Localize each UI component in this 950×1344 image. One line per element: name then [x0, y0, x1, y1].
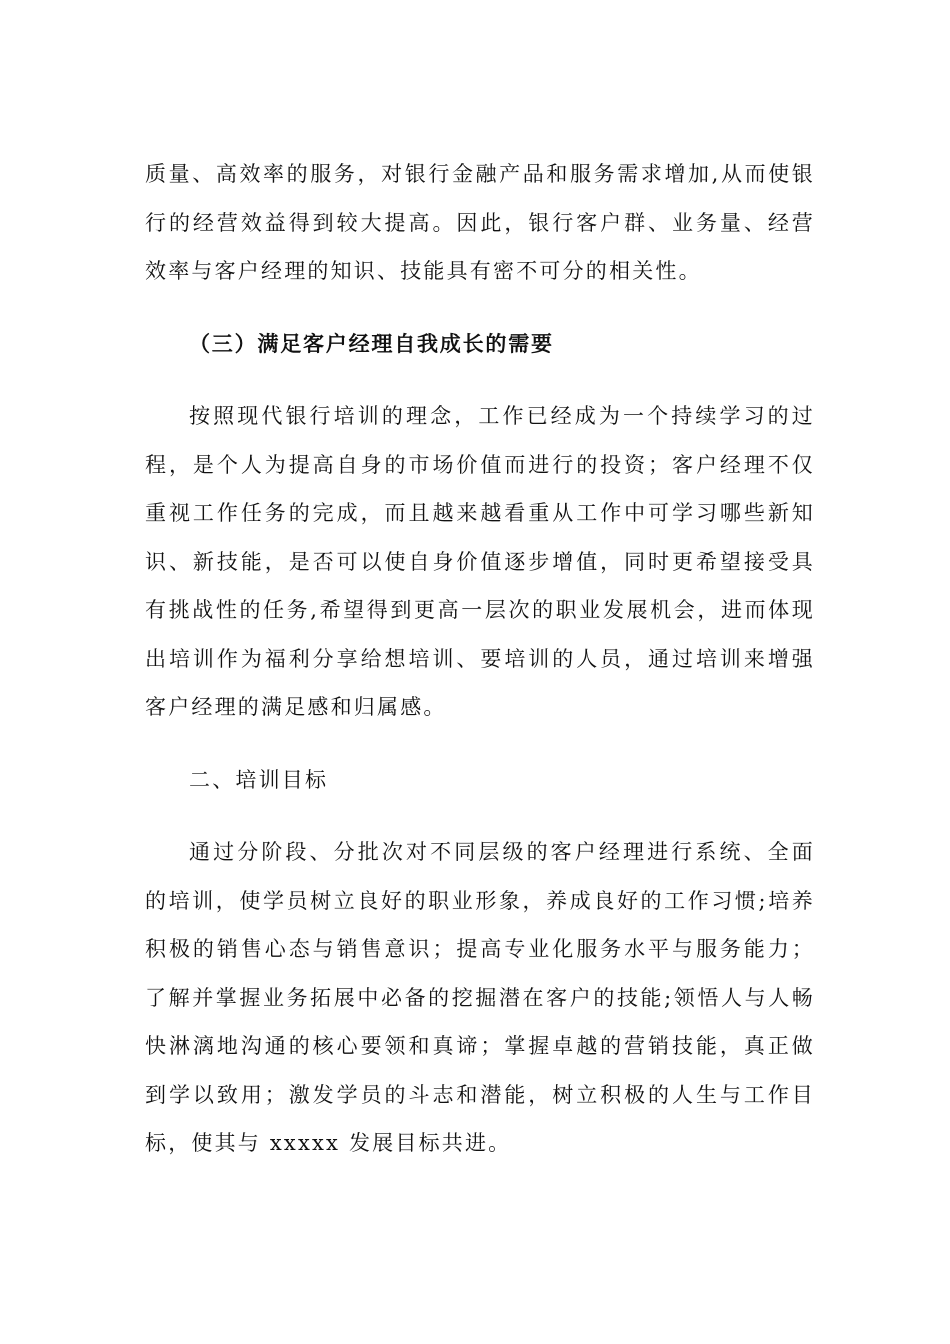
section-heading-training-goals: 二、培训目标: [189, 767, 329, 792]
paragraph-training-philosophy: 按照现代银行培训的理念，工作已经成为一个持续学习的过程，是个人为提高自身的市场价值而进行的投资；客户经理不仅重视工作任务的完成，而且越来越看重从工作中可学习哪些新知识、新技能，是否可以使自身价值逐步增值，同时更希望接受具有挑战性的任务,希望得到更高一层次的职业发展机会，进而体现出培训作为福利分享给想培训、要培训的人员，通过培训来增强客户经理的满足感和归属感。: [145, 404, 815, 719]
document-body: [145, 150, 815, 1168]
section-heading-self-growth: （三）满足客户经理自我成长的需要: [189, 330, 554, 356]
paragraph-training-goals: 通过分阶段、分批次对不同层级的客户经理进行系统、全面的培训，使学员树立良好的职业形象，养成良好的工作习惯;培养积极的销售心态与销售意识；提高专业化服务水平与服务能力；了解并掌握业务拓展中必备的挖掘潜在客户的技能;领悟人与人畅快淋漓地沟通的核心要领和真谛；掌握卓越的营销技能，真正做到学以致用；激发学员的斗志和潜能，树立积极的人生与工作目标，使其与 xxxxx 发展目标共进。: [145, 840, 815, 1155]
paragraph-service-quality: 质量、高效率的服务，对银行金融产品和服务需求增加,从而使银行的经营效益得到较大提高。因此，银行客户群、业务量、经营效率与客户经理的知识、技能具有密不可分的相关性。: [145, 162, 815, 283]
